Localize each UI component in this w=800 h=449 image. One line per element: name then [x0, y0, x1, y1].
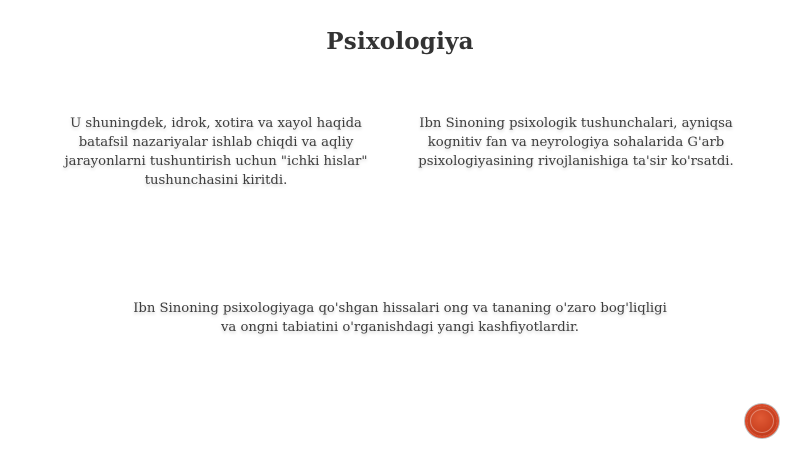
slide-nav-button[interactable]	[747, 406, 777, 436]
paragraph-left: U shuningdek, idrok, xotira va xayol haqida batafsil nazariyalar ishlab chiqdi va aqliy jarayonlarni tushuntirish uchun "ichki hislar" tushunchasini kiritdi.	[64, 116, 368, 188]
circle-nav-icon	[750, 409, 774, 433]
slide-title: Psixologiya	[326, 28, 474, 55]
paragraph-bottom: Ibn Sinoning psixologiyaga qo'shgan hissalari ong va tananing o'zaro bog'liqligi va ongni tabiatini o'rganishdagi yangi kashfiyotlardir.	[133, 301, 667, 335]
paragraph-right: Ibn Sinoning psixologik tushunchalari, ayniqsa kognitiv fan va neyrologiya sohalarida G'arb psixologiyasining rivojlanishiga ta'sir ko'rsatdi.	[418, 116, 734, 169]
